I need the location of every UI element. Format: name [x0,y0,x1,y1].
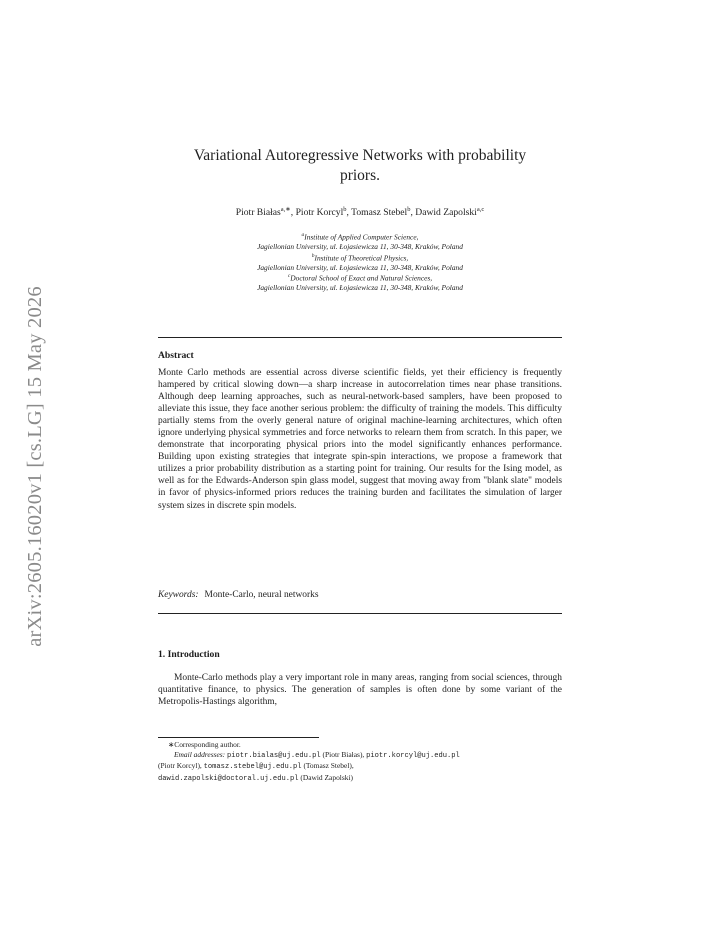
corresponding-author-note: ∗Corresponding author. [168,740,241,749]
author-affiliation-mark: a,∗ [280,206,291,213]
email-link[interactable]: piotr.bialas@uj.edu.pl [227,751,321,760]
author-affiliation-mark: b [343,206,347,213]
section-heading-introduction: 1. Introduction [158,649,220,660]
affiliation-line: $^c$Doctoral School of Exact and Natural Sciences, [287,273,433,283]
arxiv-identifier-stamp [20,256,50,676]
affiliation-line: Jagiellonian University, ul. Łojasiewicza 11, 30-348, Kraków, Poland [257,242,463,252]
arxiv-identifier: arXiv:2605.16020v1 [cs.LG] 15 May 2026 [23,285,46,647]
abstract-top-rule [158,337,562,338]
email-addresses-line [158,761,562,773]
keywords-text: Monte-Carlo, neural networks [204,590,319,600]
abstract-bottom-rule [158,613,562,614]
author-name: Dawid Zapolski [415,207,477,219]
footnote-rule [158,737,319,738]
title-line-2: priors. [339,167,381,184]
email-label: Email addresses: [174,749,226,759]
affiliation-line: Jagiellonian University, ul. Łojasiewicza 11, 30-348, Kraków, Poland [257,283,463,293]
author-name: Piotr Białas [235,207,281,219]
footnotes [158,740,562,785]
author-name: Piotr Korcyl [295,207,344,219]
email-owner: (Piotr Białas), [322,749,365,759]
email-owner: (Tomasz Stebel), [303,761,354,771]
introduction-text: Monte-Carlo methods play a very important role in many areas, ranging from social sciences, through quantitative finance, to physics. The generation of samples is often done by some variant of the Metropolis-Hastings algorithm, [158,673,562,708]
email-addresses-line [158,773,562,785]
affiliation-line: $^b$Institute of Theoretical Physics, [311,252,409,263]
author-name: Tomasz Stebel [351,207,408,219]
author-affiliation-mark: a,c [476,206,485,213]
affiliation-list [158,231,562,293]
affiliation-line: Jagiellonian University, ul. Łojasiewicza 11, 30-348, Kraków, Poland [257,262,463,272]
affiliation-line: $^a$Institute of Applied Computer Science, [301,232,419,242]
keywords [158,590,319,600]
keywords-label: Keywords: [158,590,199,600]
email-link[interactable]: dawid.zapolski@doctoral.uj.edu.pl [158,775,299,784]
author-affiliation-mark: b [407,206,411,213]
abstract-heading: Abstract [158,350,194,361]
email-owner: (Dawid Zapolski) [300,773,354,783]
email-link[interactable]: tomasz.stebel@uj.edu.pl [203,763,302,772]
email-addresses-line [158,750,562,762]
abstract-text: Monte Carlo methods are essential across diverse scientific fields, yet their efficiency is frequently hampered by critical slowing down—a sharp increase in autocorrelation times near phase transitions. Although deep learning approaches, such as neural-network-based samplers, have been proposed to alleviate this issue, they face another serious problem: the difficulty of training the models. This difficulty partially stems from the overly general nature of original machine-learning architectures, which often ignore underlying physical symmetries and force networks to relearn them from scratch. In this paper, we demonstrate that incorporating physical priors into the model significantly enhances performance. Building upon existing strategies that integrate spin-spin interactions, we propose a framework that utilizes a prior probability distribution as a starting point for training. Our results for the Ising model, as well as for the Edwards-Anderson spin glass model, suggest that moving away from "blank slate" models in favor of physics-informed priors reduces the training burden and facilitates the simulation of larger system sizes in discrete spin models. [158,368,562,511]
email-link[interactable]: piotr.korcyl@uj.edu.pl [366,751,460,760]
email-owner: (Piotr Korcyl), [158,761,202,771]
paper-title [158,146,562,186]
author-list: Piotr Białas$^{a,∗}$, Piotr Korcyl$^b$, Tomasz Stebel$^b$, Dawid Zapolski$^{a,c}$ [235,206,485,219]
title-line-1: Variational Autoregressive Networks with probability [193,147,527,164]
